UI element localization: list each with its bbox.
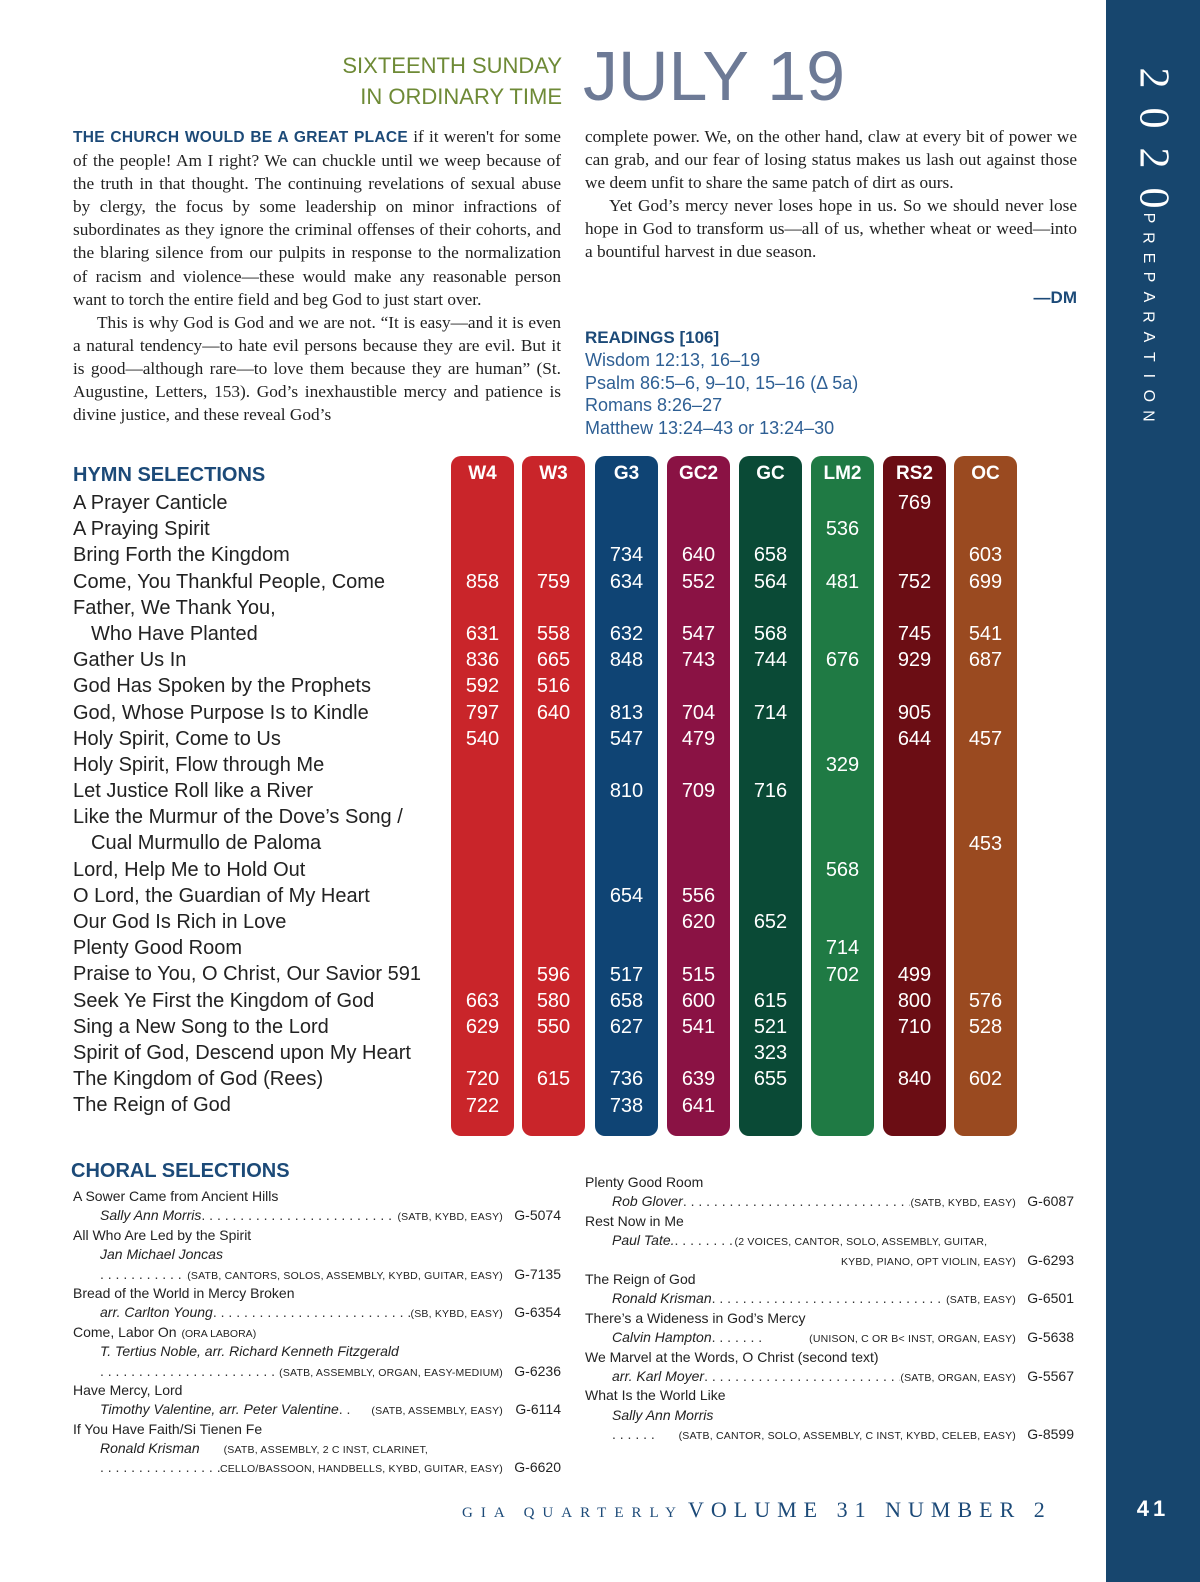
choral-composer: Sally Ann Morris xyxy=(612,1406,714,1423)
reading-item: Matthew 13:24–43 or 13:24–30 xyxy=(585,417,835,438)
hymn-number: 329 xyxy=(825,754,860,776)
hymn-title: Like the Murmur of the Dove’s Song / xyxy=(73,806,403,829)
hymn-number: 596 xyxy=(536,963,571,986)
catalog-number: G-6354 xyxy=(514,1304,561,1321)
catalog-number: G-7135 xyxy=(514,1265,561,1282)
liturgical-day: SIXTEENTH SUNDAY IN ORDINARY TIME xyxy=(342,53,562,109)
hymn-number: 797 xyxy=(465,701,500,724)
hymn-number: 810 xyxy=(609,780,644,803)
hymn-number: 499 xyxy=(897,963,932,986)
reading-item: Wisdom 12:13, 16–19 xyxy=(585,350,761,370)
catalog-number: G-6620 xyxy=(514,1459,561,1476)
choral-detail: arr. Carlton Young . . . (SB, KYBD, EASY) G-6354 xyxy=(73,1303,561,1322)
reflection-paragraph: This is why God is God and we are not. “It is easy—and it is even a natural tendency—to hate evil persons because they are evil. But it is good—although rare—to love them because they are human” (St. Augustine, Letters, 153). God’s inexhaustible mercy and patience is divine justice, and these reveal God’s xyxy=(73,312,561,425)
hymn-number: 745 xyxy=(897,623,932,645)
hymn-number: 709 xyxy=(681,780,716,803)
hymn-number: 558 xyxy=(536,623,571,645)
hymn-number: 652 xyxy=(753,911,788,934)
choral-detail: . . . CELLO/BASSOON, HANDBELLS, KYBD, GUITAR, EASY) G-6620 xyxy=(73,1458,561,1477)
hymn-title: Let Justice Roll like a River xyxy=(73,780,314,803)
hymn-number: 550 xyxy=(536,1016,571,1038)
footer xyxy=(462,1497,1052,1523)
choral-title: There’s a Wideness in God’s Mercy xyxy=(585,1309,806,1326)
hymn-number: 848 xyxy=(609,649,644,672)
hymn-title: Come, You Thankful People, Come xyxy=(73,570,386,593)
hymn-number: 556 xyxy=(681,885,716,907)
hymnal-column-w3 xyxy=(522,456,585,1136)
reflection-paragraph: Yet God’s mercy never loses hope in us. So we should never lose hope in God to transform us—all of us, whether wheat or weed—into a bountiful harvest in due season. xyxy=(585,196,1077,262)
sidebar-year: 2 0 2 0 xyxy=(1130,67,1176,209)
hymn-number: 663 xyxy=(465,989,500,1012)
hymnal-code: GC xyxy=(756,463,785,484)
hymn-number: 702 xyxy=(825,963,860,986)
hymnal-code: W4 xyxy=(468,463,497,484)
hymn-title: Gather Us In xyxy=(73,649,187,672)
hymn-number: 720 xyxy=(465,1068,500,1091)
hymnal-code: OC xyxy=(971,463,1000,484)
hymn-number: 580 xyxy=(536,989,571,1012)
hymn-number: 738 xyxy=(609,1094,644,1117)
hymn-number: 521 xyxy=(753,1016,788,1038)
hymn-number: 687 xyxy=(968,649,1003,672)
hymn-number: 568 xyxy=(753,623,788,645)
hymn-number: 568 xyxy=(825,858,860,881)
choral-detail: KYBD, PIANO, OPT VIOLIN, EASY) G-6293 xyxy=(585,1251,1074,1270)
hymnal-code: LM2 xyxy=(823,463,862,484)
hymn-number: 536 xyxy=(825,518,860,541)
hymn-number: 517 xyxy=(609,963,644,986)
hymn-number: 640 xyxy=(536,701,571,724)
hymn-number: 654 xyxy=(609,885,644,907)
choral-list-left xyxy=(73,1187,561,1478)
choral-title: A Sower Came from Ancient Hills xyxy=(73,1188,279,1204)
choral-composer: T. Tertius Noble, arr. Richard Kenneth Fitzgerald xyxy=(100,1343,399,1360)
hymn-number: 541 xyxy=(968,623,1003,645)
hymn-number: 640 xyxy=(681,544,716,567)
hymn-number: 600 xyxy=(681,989,716,1012)
page-number: 41 xyxy=(1136,1496,1170,1521)
hymn-number: 481 xyxy=(825,570,860,593)
reading-item: Romans 8:26–27 xyxy=(585,395,723,416)
hymn-number: 540 xyxy=(465,727,500,750)
footer-publication: GIA QUARTERLY xyxy=(462,1505,685,1521)
choral-detail: Paul Tate. . . . (2 VOICES, CANTOR, SOLO, ASSEMBLY, GUITAR, xyxy=(585,1231,1074,1250)
catalog-number: G-6087 xyxy=(1027,1193,1074,1210)
hymn-number: 752 xyxy=(897,570,932,593)
hymnal-column-g3 xyxy=(595,456,658,1136)
hymn-number: 629 xyxy=(465,1016,500,1038)
sidebar-section: P R E P A R A T I O N xyxy=(1139,212,1157,422)
hymn-number: 592 xyxy=(465,675,500,698)
choral-detail: arr. Karl Moyer . . . (SATB, ORGAN, EASY) G-5567 xyxy=(585,1367,1074,1386)
hymn-number: 655 xyxy=(753,1068,788,1091)
hymn-number: 453 xyxy=(968,832,1003,855)
hymn-number: 716 xyxy=(753,780,788,803)
hymn-title: The Kingdom of God (Rees) xyxy=(73,1068,324,1091)
hymn-number: 800 xyxy=(897,989,932,1012)
hymn-title: O Lord, the Guardian of My Heart xyxy=(73,884,370,907)
hymn-number: 644 xyxy=(897,727,932,750)
choral-detail: Calvin Hampton . . . (UNISON, C OR B< INST, ORGAN, EASY) G-5638 xyxy=(585,1328,1074,1347)
hymn-number: 615 xyxy=(536,1068,571,1091)
hymn-number: 457 xyxy=(968,727,1003,750)
hymn-number: 479 xyxy=(681,727,716,750)
hymnal-column-gc2 xyxy=(667,456,730,1136)
hymn-number: 714 xyxy=(825,937,860,960)
hymn-number: 547 xyxy=(609,727,644,750)
hymnal-code: W3 xyxy=(539,463,568,484)
hymn-title: Holy Spirit, Come to Us xyxy=(73,727,281,750)
choral-title: What Is the World Like xyxy=(585,1387,726,1404)
choral-detail: . . . (SATB, ASSEMBLY, ORGAN, EASY-MEDIUM) G-6236 xyxy=(73,1362,561,1381)
hymn-number: 665 xyxy=(536,649,571,672)
footer-volume: VOLUME 31 NUMBER 2 xyxy=(688,1497,1052,1522)
hymn-number: 759 xyxy=(536,570,571,593)
hymn-number: 620 xyxy=(681,911,716,934)
hymnal-column-gc xyxy=(739,456,802,1136)
hymn-title: Father, We Thank You, xyxy=(73,596,276,619)
hymn-number: 769 xyxy=(897,492,932,514)
hymn-number: 634 xyxy=(609,570,644,593)
choral-title: Have Mercy, Lord xyxy=(73,1381,183,1398)
hymn-number: 736 xyxy=(609,1068,644,1091)
reflection-column-left xyxy=(73,125,561,426)
hymn-number: 744 xyxy=(753,649,788,672)
hymn-number: 743 xyxy=(681,649,716,672)
hymn-number: 714 xyxy=(753,701,788,724)
hymn-number: 516 xyxy=(536,675,571,698)
hymn-title: Plenty Good Room xyxy=(73,937,242,960)
hymn-title: Bring Forth the Kingdom xyxy=(73,544,290,567)
hymn-number: 515 xyxy=(681,963,716,986)
hymnal-code: RS2 xyxy=(896,463,933,484)
hymn-number: 547 xyxy=(681,623,716,645)
hymn-selections-heading: HYMN SELECTIONS xyxy=(73,464,266,486)
hymn-list xyxy=(73,490,453,1119)
hymn-number: 641 xyxy=(681,1094,716,1117)
hymn-title: Who Have Planted xyxy=(91,622,258,645)
hymn-number: 836 xyxy=(465,649,500,672)
choral-detail: Ronald Krisman . . . (SATB, EASY) G-6501 xyxy=(585,1289,1074,1308)
reflection-paragraph: THE CHURCH WOULD BE A GREAT PLACE if it weren't for some of the people! Am I right? We can chuckle until we weep because of the truth in that thought. The continuing revelations of sexual abuse by clergy, the focus by some leadership on minor infractions of subordinates as they ignore the criminal offenses of their cohorts, and the blaring silence from our pulpits in response to the normalization of racism and violence—these would make any reasonable person want to torch the entire field and beg God to just start over. xyxy=(73,127,561,309)
hymn-number: 631 xyxy=(465,623,500,645)
choral-selections-heading: CHORAL SELECTIONS xyxy=(71,1160,290,1182)
catalog-number: G-5638 xyxy=(1027,1329,1074,1346)
hymn-number: 602 xyxy=(968,1068,1003,1091)
hymn-number: 699 xyxy=(968,570,1003,593)
hymn-number: 813 xyxy=(609,701,644,724)
reflection-column-right xyxy=(585,125,1077,309)
hymn-title: Praise to You, O Christ, Our Savior 591 xyxy=(73,963,421,986)
catalog-number: G-5074 xyxy=(514,1207,561,1224)
hymn-title: Our God Is Rich in Love xyxy=(73,911,287,933)
hymn-number: 858 xyxy=(465,570,500,593)
hymn-number: 734 xyxy=(609,544,644,567)
hymn-number: 676 xyxy=(825,649,860,672)
hymn-number: 722 xyxy=(465,1094,500,1117)
hymnal-code: G3 xyxy=(613,463,640,484)
hymn-title: The Reign of God xyxy=(73,1094,231,1117)
reading-item: Psalm 86:5–6, 9–10, 15–16 (Δ 5a) xyxy=(585,372,859,393)
hymn-title: Lord, Help Me to Hold Out xyxy=(73,858,306,881)
catalog-number: G-6114 xyxy=(515,1401,561,1418)
hymn-title: Spirit of God, Descend upon My Heart xyxy=(73,1041,411,1064)
catalog-number: G-5567 xyxy=(1027,1367,1074,1384)
catalog-number: G-6293 xyxy=(1027,1251,1074,1268)
choral-title: If You Have Faith/Si Tienen Fe xyxy=(73,1420,263,1437)
choral-composer: Jan Michael Joncas xyxy=(100,1246,223,1263)
choral-title: All Who Are Led by the Spirit xyxy=(73,1226,252,1243)
choral-title: The Reign of God xyxy=(585,1270,696,1287)
hymn-number: 627 xyxy=(609,1016,644,1038)
choral-detail: Timothy Valentine, arr. Peter Valentine . . . (SATB, ASSEMBLY, EASY) G-6114 xyxy=(73,1400,561,1419)
choral-title: Rest Now in Me xyxy=(585,1212,684,1229)
hymn-title: Cual Murmullo de Paloma xyxy=(91,832,322,855)
choral-list-right xyxy=(585,1173,1074,1444)
choral-title: Plenty Good Room xyxy=(585,1174,704,1190)
choral-title: We Marvel at the Words, O Christ (second text) xyxy=(585,1348,879,1365)
choral-detail: Ronald Krisman (SATB, ASSEMBLY, 2 C INST, CLARINET, xyxy=(100,1440,429,1457)
reflection-lead: THE CHURCH WOULD BE A GREAT PLACE xyxy=(73,129,408,146)
readings-list xyxy=(585,349,858,439)
hymn-number: 323 xyxy=(753,1042,788,1065)
hymn-number: 905 xyxy=(897,701,932,724)
choral-detail: . . . (SATB, CANTORS, SOLOS, ASSEMBLY, KYBD, GUITAR, EASY) G-7135 xyxy=(73,1265,561,1284)
hymn-number: 929 xyxy=(897,649,932,672)
hymn-number: 704 xyxy=(681,701,716,724)
choral-title: Bread of the World in Mercy Broken xyxy=(73,1284,295,1301)
hymnal-column-lm2 xyxy=(811,456,874,1136)
hymn-number: 840 xyxy=(897,1068,932,1091)
hymn-title: A Praying Spirit xyxy=(73,518,210,541)
catalog-number: G-8599 xyxy=(1027,1426,1074,1443)
reflection-paragraph: complete power. We, on the other hand, claw at every bit of power we can grab, and our fear of losing status makes us lash out against those we deem unfit to share the same patch of dirt as ours. xyxy=(585,127,1077,193)
hymn-title: God, Whose Purpose Is to Kindle xyxy=(73,701,369,724)
hymn-number: 632 xyxy=(609,623,644,645)
hymn-number: 603 xyxy=(968,544,1003,567)
choral-detail: Sally Ann Morris . . . (SATB, KYBD, EASY) G-5074 xyxy=(73,1206,561,1225)
hymn-number: 552 xyxy=(681,570,716,593)
hymn-title: A Prayer Canticle xyxy=(73,492,228,514)
hymn-number: 528 xyxy=(968,1016,1003,1038)
hymnal-column-rs2 xyxy=(883,456,946,1136)
hymn-title: Sing a New Song to the Lord xyxy=(73,1015,329,1038)
hymn-number: 576 xyxy=(968,989,1003,1012)
hymn-number: 658 xyxy=(609,989,644,1012)
choral-detail: . . . (SATB, CANTOR, SOLO, ASSEMBLY, C INST, KYBD, CELEB, EASY) G-8599 xyxy=(585,1425,1074,1444)
hymnal-column-w4 xyxy=(451,456,514,1136)
hymn-title: Seek Ye First the Kingdom of God xyxy=(73,989,375,1012)
hymn-number: 564 xyxy=(753,570,788,593)
author-signature: —DM xyxy=(1033,287,1077,307)
hymn-number: 639 xyxy=(681,1068,716,1091)
hymnal-column-oc xyxy=(954,456,1017,1136)
choral-title: Come, Labor On (ORA LABORA) xyxy=(73,1323,257,1340)
hymnal-code: GC2 xyxy=(678,463,719,484)
hymn-title: Holy Spirit, Flow through Me xyxy=(73,753,325,776)
catalog-number: G-6236 xyxy=(514,1362,561,1379)
hymn-number: 658 xyxy=(753,544,788,567)
catalog-number: G-6501 xyxy=(1027,1290,1074,1307)
choral-detail: Rob Glover . . . (SATB, KYBD, EASY) G-6087 xyxy=(585,1192,1074,1211)
hymn-number: 615 xyxy=(753,989,788,1012)
hymn-number: 710 xyxy=(897,1016,932,1038)
page-title: JULY 19 xyxy=(583,37,846,115)
readings-heading: READINGS [106] xyxy=(585,328,720,347)
hymn-title: God Has Spoken by the Prophets xyxy=(73,675,371,698)
hymn-number: 541 xyxy=(681,1016,716,1038)
